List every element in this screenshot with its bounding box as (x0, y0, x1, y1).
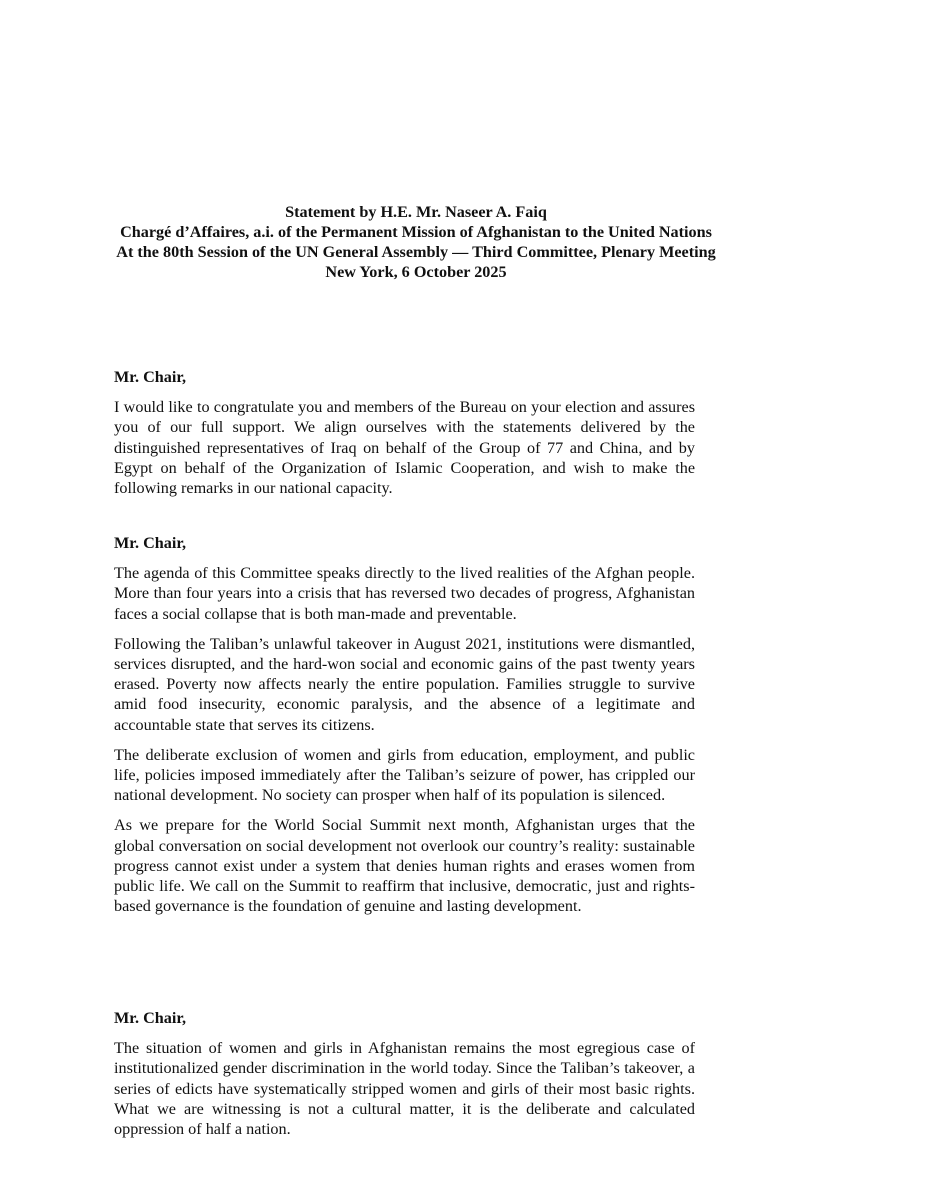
title-line-session: At the 80th Session of the UN General Assembly — Third Committee, Plenary Meeting (116, 243, 716, 261)
title-line-speaker: Statement by H.E. Mr. Naseer A. Faiq (285, 203, 547, 221)
section-3 (114, 1008, 695, 1149)
paragraph: I would like to congratulate you and members of the Bureau on your election and assures you of our full support. We align ourselves with the statements delivered by the distinguished representatives of Iraq on behalf of the Group of 77 and China, and by Egypt on behalf of the Organization of Islamic Cooperation, and wish to make the following remarks in our national capacity. (114, 398, 695, 498)
statement-title-block (114, 202, 718, 282)
paragraph: The deliberate exclusion of women and girls from education, employment, and public life, policies imposed immediately after the Taliban’s seizure of power, has crippled our national development. No society can prosper when half of its population is silenced. (114, 745, 695, 805)
paragraph: As we prepare for the World Social Summit next month, Afghanistan urges that the global conversation on social development not overlook our country’s reality: sustainable progress cannot exist under a system that denies human rights and erases women from public life. We call on the Summit to reaffirm that inclusive, democratic, just and rights-based governance is the foundation of genuine and lasting development. (114, 816, 695, 916)
section-2 (114, 533, 695, 926)
salutation: Mr. Chair, (114, 534, 187, 552)
paragraph: The agenda of this Committee speaks directly to the lived realities of the Afghan people. More than four years into a crisis that has reversed two decades of progress, Afghanistan faces a social collapse that is both man-made and preventable. (114, 564, 695, 623)
title-line-position: Chargé d’Affaires, a.i. of the Permanent Mission of Afghanistan to the United Nations (120, 223, 712, 241)
salutation: Mr. Chair, (114, 368, 187, 386)
title-line-place-date: New York, 6 October 2025 (325, 263, 507, 281)
section-1 (114, 367, 695, 508)
paragraph: Following the Taliban’s unlawful takeover in August 2021, institutions were dismantled, services disrupted, and the hard-won social and economic gains of the past twenty years erased. Poverty now affects nearly the entire population. Families struggle to survive amid food insecurity, economic paralysis, and the absence of a legitimate and accountable state that serves its citizens. (114, 634, 695, 734)
paragraph: The situation of women and girls in Afghanistan remains the most egregious case of institutionalized gender discrimination in the world today. Since the Taliban’s takeover, a series of edicts have systematically stripped women and girls of their most basic rights. What we are witnessing is not a cultural matter, it is the deliberate and calculated oppression of half a nation. (114, 1039, 695, 1139)
salutation: Mr. Chair, (114, 1009, 187, 1027)
